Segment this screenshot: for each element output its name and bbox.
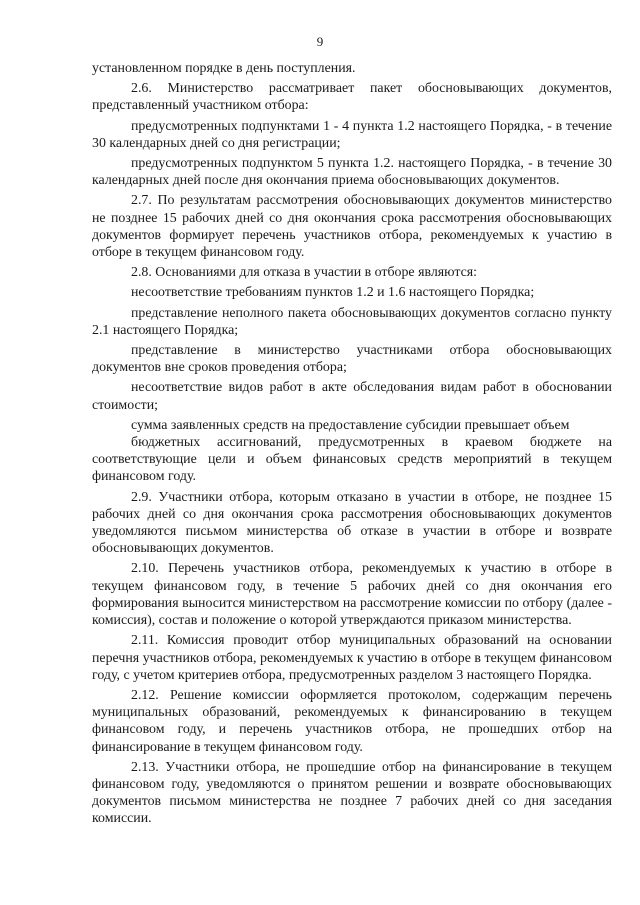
paragraph-2-12: 2.12. Решение комиссии оформляется протоколом, содержащим перечень муниципальных образований, рекомендуемых к финансированию в текущем финансовом году, и перечень участников отбора, не прошедших отбор на финансирование в текущем финансовом году. <box>92 687 612 755</box>
paragraph-2-13: 2.13. Участники отбора, не прошедшие отбор на финансирование в текущем финансовом году, уведомляются о принятом решении и возврате обосновывающих документов письмом министерства не позднее 7 рабочих дней со дня заседания комиссии. <box>92 759 612 827</box>
paragraph-2-6-item-1: предусмотренных подпунктами 1 - 4 пункта 1.2 настоящего Порядка, - в течение 30 календарных дней со дня регистрации; <box>92 118 612 151</box>
paragraph-2-6-item-2: предусмотренных подпунктом 5 пункта 1.2. настоящего Порядка, - в течение 30 календарных дней после дня окончания приема обосновывающих документов. <box>92 156 612 189</box>
paragraph-2-8-item-4: несоответствие видов работ в акте обследования видам работ в обосновании стоимости; <box>92 380 612 413</box>
paragraph-2-6: 2.6. Министерство рассматривает пакет обосновывающих документов, представленный участником отбора: <box>92 81 612 114</box>
paragraph-2-9: 2.9. Участники отбора, которым отказано в участии в отборе, не позднее 15 рабочих дней со дня окончания срока рассмотрения обосновывающих документов уведомляются письмом министерства об отказе в участии в отборе и возврате обосновывающих документов. <box>92 489 612 557</box>
paragraph-2-8-item-1: несоответствие требованиям пунктов 1.2 и 1.6 настоящего Порядка; <box>131 285 535 301</box>
paragraph-continuation: установленном порядке в день поступления. <box>92 61 356 76</box>
page-number: 9 <box>316 34 324 49</box>
paragraph-2-8-item-3: представление в министерство участниками отбора обосновывающих документов вне сроков проведения отбора; <box>92 343 612 376</box>
paragraph-2-11: 2.11. Комиссия проводит отбор муниципальных образований на основании перечня участников отбора, рекомендуемых к участию в отборе в текущем финансовом году, с учетом критериев отбора, предусмотренных разделом 3 настоящего Порядка. <box>92 633 612 683</box>
paragraph-2-8-item-2: представление неполного пакета обосновывающих документов согласно пункту 2.1 настоящего Порядка; <box>92 305 612 338</box>
paragraph-2-8-item-5-cont: бюджетных ассигнований, предусмотренных в краевом бюджете на соответствующие цели и объем финансовых средств мероприятий в текущем финансовом году. <box>92 435 612 485</box>
paragraph-2-8-item-5-start: сумма заявленных средств на предоставление субсидии превышает объем <box>131 417 570 433</box>
document-body <box>92 60 612 828</box>
paragraph-2-7: 2.7. По результатам рассмотрения обосновывающих документов министерство не позднее 15 рабочих дней со дня окончания срока рассмотрения обосновывающих документов формирует перечень участников отбора, рекомендуемых к участию в отборе в текущем финансовом году. <box>92 193 612 261</box>
paragraph-2-10: 2.10. Перечень участников отбора, рекомендуемых к участию в отборе в текущем финансовом году, в течение 5 рабочих дней со дня окончания его формирования выносится министерством на рассмотрение комиссии по отбору (далее - комиссия), состав и положение о которой утверждаются приказом министерства. <box>92 561 612 629</box>
paragraph-2-8: 2.8. Основаниями для отказа в участии в отборе являются: <box>131 265 477 281</box>
